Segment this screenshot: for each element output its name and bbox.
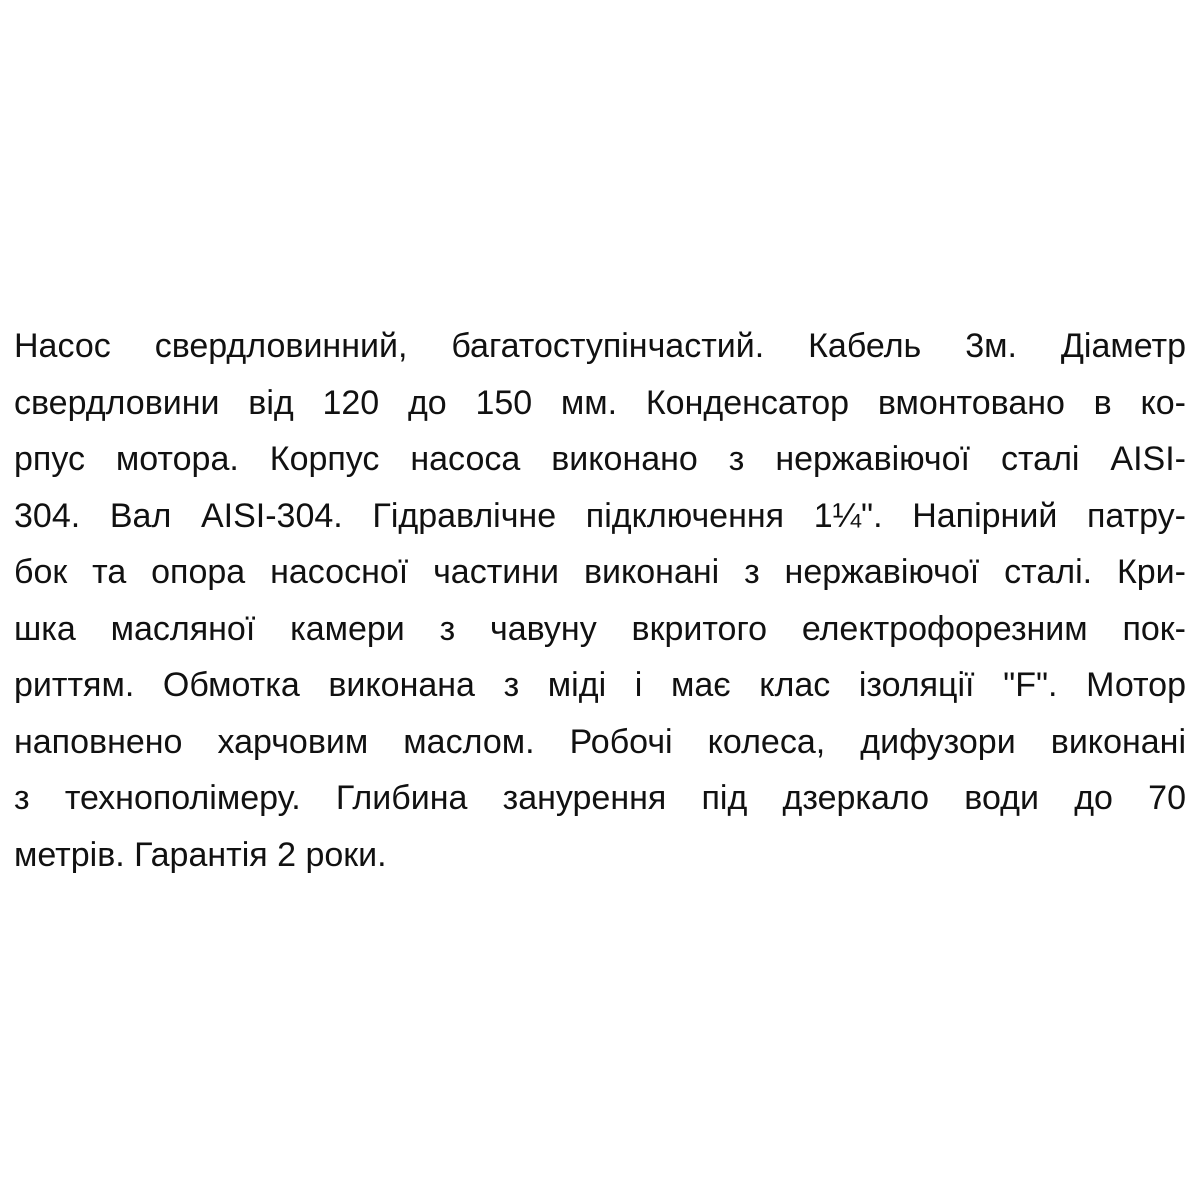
description-line: 304. Вал AISI-304. Гідравлічне підключення 1¼". Напірний патру- [14, 496, 1186, 535]
product-description [14, 318, 1186, 883]
description-line: Насос свердловинний, багатоступінчастий. Кабель 3м. Діаметр [14, 327, 1186, 365]
description-line: риттям. Обмотка виконана з міді і має клас ізоляції "F". Мотор [14, 666, 1186, 704]
description-line: метрів. Гарантія 2 роки. [14, 835, 387, 874]
description-line: свердловини від 120 до 150 мм. Конденсатор вмонтовано в ко- [14, 383, 1186, 422]
description-line: шка масляної камери з чавуну вкритого електрофорезним пок- [14, 609, 1186, 648]
description-line: бок та опора насосної частини виконані з нержавіючої сталі. Кри- [14, 553, 1186, 591]
description-line: рпус мотора. Корпус насоса виконано з нержавіючої сталі AISI- [14, 440, 1186, 478]
description-line: наповнено харчовим маслом. Робочі колеса, дифузори виконані [14, 722, 1186, 761]
description-line: з технополімеру. Глибина занурення під дзеркало води до 70 [14, 779, 1186, 817]
